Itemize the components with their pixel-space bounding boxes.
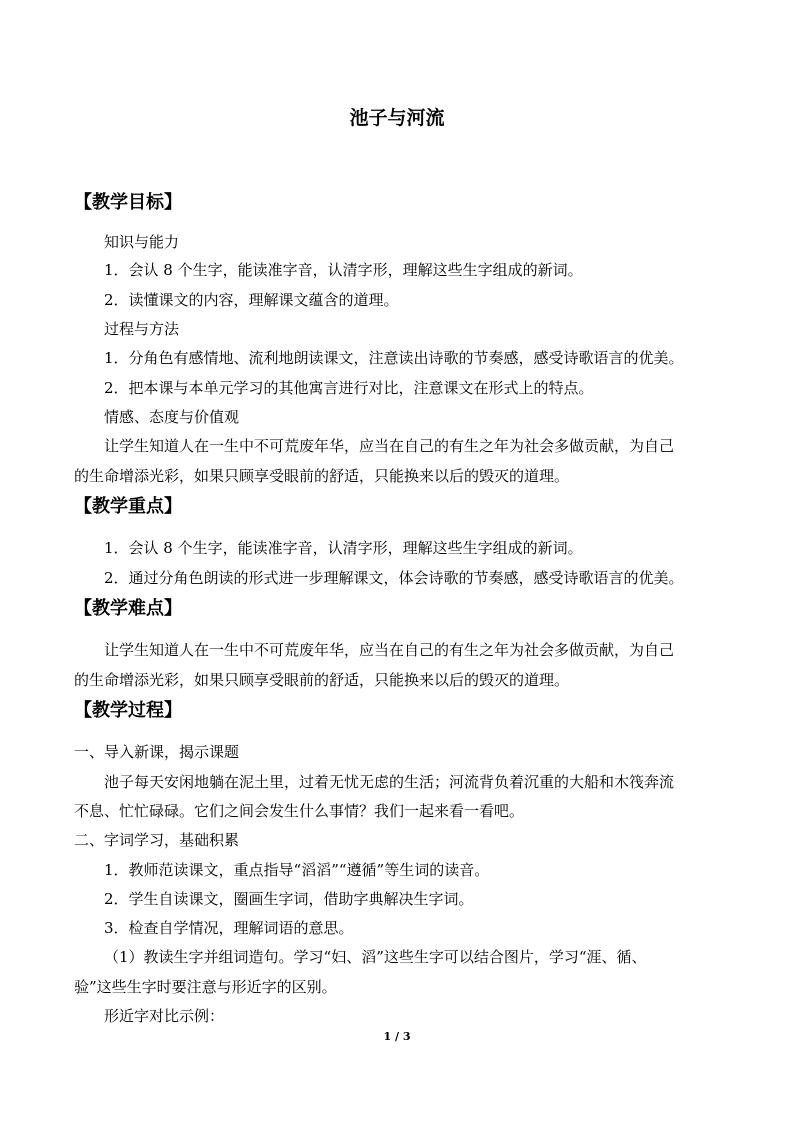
objective-k2: 2．读懂课文的内容，理解课文蕴含的道理。	[104, 291, 399, 309]
heading-difficulties: 【教学难点】	[74, 598, 182, 619]
label-process-method: 过程与方法	[104, 320, 180, 338]
heading-key-points: 【教学重点】	[74, 496, 182, 517]
process-step1-p1-line2: 不息、忙忙碌碌。它们之间会发生什么事情？我们一起来看一看吧。	[74, 802, 525, 820]
keypoint-2: 2．通过分角色朗读的形式进一步理解课文，体会诗歌的节奏感，感受诗歌语言的优美。	[104, 569, 684, 587]
objective-p1: 1．分角色有感情地、流利地朗读课文，注意读出诗歌的节奏感，感受诗歌语言的优美。	[104, 349, 684, 367]
objective-p2: 2．把本课与本单元学习的其他寓言进行对比，注意课文在形式上的特点。	[104, 379, 594, 397]
objective-k1: 1．会认 8 个生字，能读准字音，认清字形，理解这些生字组成的新词。	[104, 261, 583, 279]
heading-process: 【教学过程】	[74, 700, 182, 721]
label-emotion: 情感、态度与价值观	[104, 408, 240, 426]
process-step2-item2: 2．学生自读课文，圈画生字词，借助字典解决生字词。	[104, 890, 474, 908]
process-step2-item5: 形近字对比示例：	[104, 1007, 225, 1025]
process-step2-item3: 3．检查自学情况，理解词语的意思。	[104, 919, 354, 937]
objective-e1-line2: 的生命增添光彩，如果只顾享受眼前的舒适，只能换来以后的毁灭的道理。	[74, 467, 570, 485]
difficulty-line2: 的生命增添光彩，如果只顾享受眼前的舒适，只能换来以后的毁灭的道理。	[74, 671, 570, 689]
objective-e1-line1: 让学生知道人在一生中不可荒废年华，应当在自己的有生之年为社会多做贡献，为自己	[104, 437, 675, 455]
process-step2-title: 二、字词学习，基础积累	[74, 831, 240, 849]
difficulty-line1: 让学生知道人在一生中不可荒废年华，应当在自己的有生之年为社会多做贡献，为自己	[104, 641, 675, 659]
label-knowledge: 知识与能力	[104, 233, 180, 251]
process-step2-item1: 1．教师范读课文，重点指导“滔滔”“遵循”等生词的读音。	[104, 861, 490, 879]
keypoint-1: 1．会认 8 个生字，能读准字音，认清字形，理解这些生字组成的新词。	[104, 539, 583, 557]
process-step2-item4-line2: 验”这些生字时要注意与形近字的区别。	[74, 978, 337, 996]
process-step1-title: 一、导入新课，揭示课题	[74, 743, 240, 761]
page-number: 1 / 3	[383, 1030, 411, 1043]
process-step1-p1-line1: 池子每天安闲地躺在泥土里，过着无忧无虑的生活；河流背负着沉重的大船和木筏奔流	[104, 773, 675, 791]
document-title: 池子与河流	[349, 107, 445, 129]
heading-objectives: 【教学目标】	[74, 192, 182, 213]
process-step2-item4-line1: （1）教读生字并组词造句。学习“妇、滔”这些生字可以结合图片，学习“涯、循、	[104, 948, 647, 966]
